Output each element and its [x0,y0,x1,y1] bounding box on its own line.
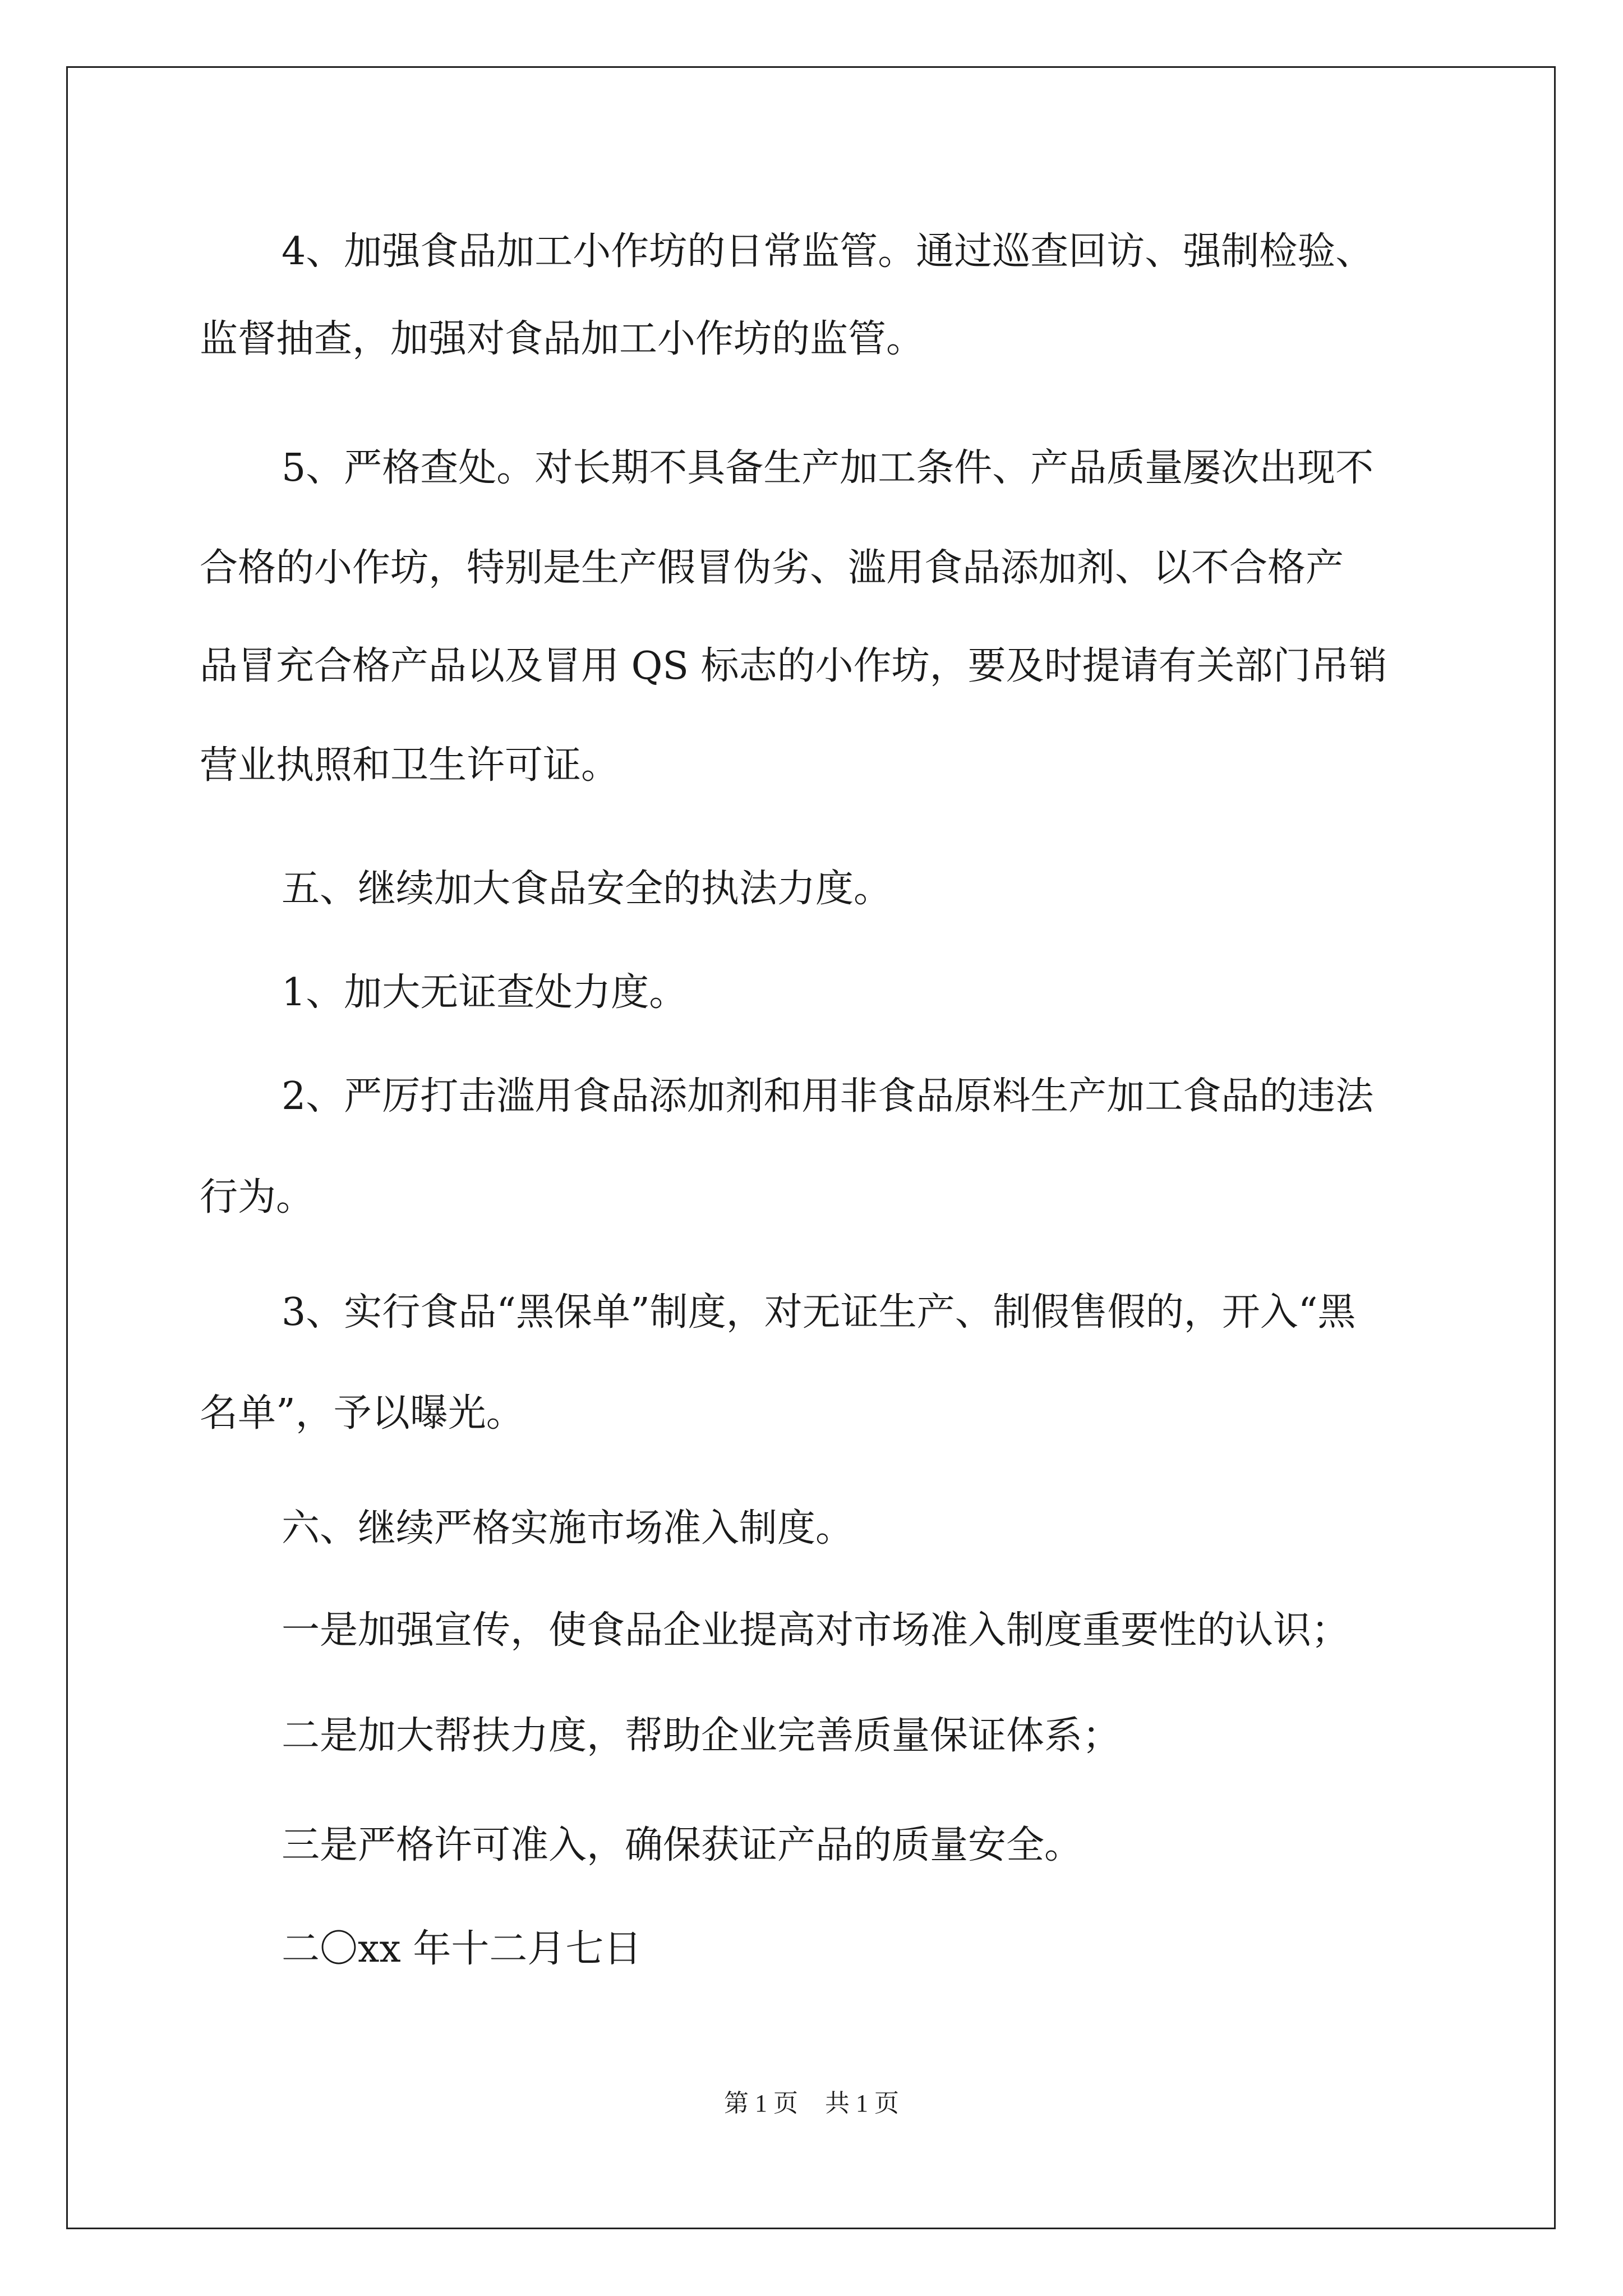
page-total: 共 1 页 [825,2090,899,2117]
paragraph-line: 5、严格查处。对长期不具备生产加工条件、产品质量屡次出现不 [282,446,1374,490]
section-heading: 五、继续加大食品安全的执法力度。 [282,867,892,911]
page-footer [0,2087,1623,2120]
document-date: 二〇xx 年十二月七日 [282,1927,642,1971]
paragraph-line: 监督抽查，加强对食品加工小作坊的监管。 [200,317,925,361]
paragraph-line: 营业执照和卫生许可证。 [200,743,620,788]
page-border [66,66,1556,2229]
paragraph-line: 品冒充合格产品以及冒用 QS 标志的小作坊，要及时提请有关部门吊销 [200,644,1387,688]
paragraph-line: 合格的小作坊，特别是生产假冒伪劣、滥用食品添加剂、以不合格产 [200,546,1344,590]
paragraph-line: 3、实行食品“黑保单”制度，对无证生产、制假售假的，开入“黑 [282,1290,1356,1335]
paragraph-line: 一是加强宣传，使食品企业提高对市场准入制度重要性的认识； [282,1608,1350,1653]
paragraph-line: 1、加大无证查处力度。 [282,970,688,1015]
paragraph-line: 三是严格许可准入，确保获证产品的质量安全。 [282,1823,1083,1867]
page-number: 第 1 页 [724,2090,798,2117]
paragraph-line: 2、严厉打击滥用食品添加剂和用非食品原料生产加工食品的违法 [282,1074,1374,1119]
paragraph-line: 4、加强食品加工小作坊的日常监管。通过巡查回访、强制检验、 [282,229,1374,274]
paragraph-line: 二是加大帮扶力度，帮助企业完善质量保证体系； [282,1714,1121,1758]
paragraph-line: 行为。 [200,1175,315,1220]
section-heading: 六、继续严格实施市场准入制度。 [282,1506,854,1550]
paragraph-line: 名单”，予以曝光。 [200,1391,524,1435]
